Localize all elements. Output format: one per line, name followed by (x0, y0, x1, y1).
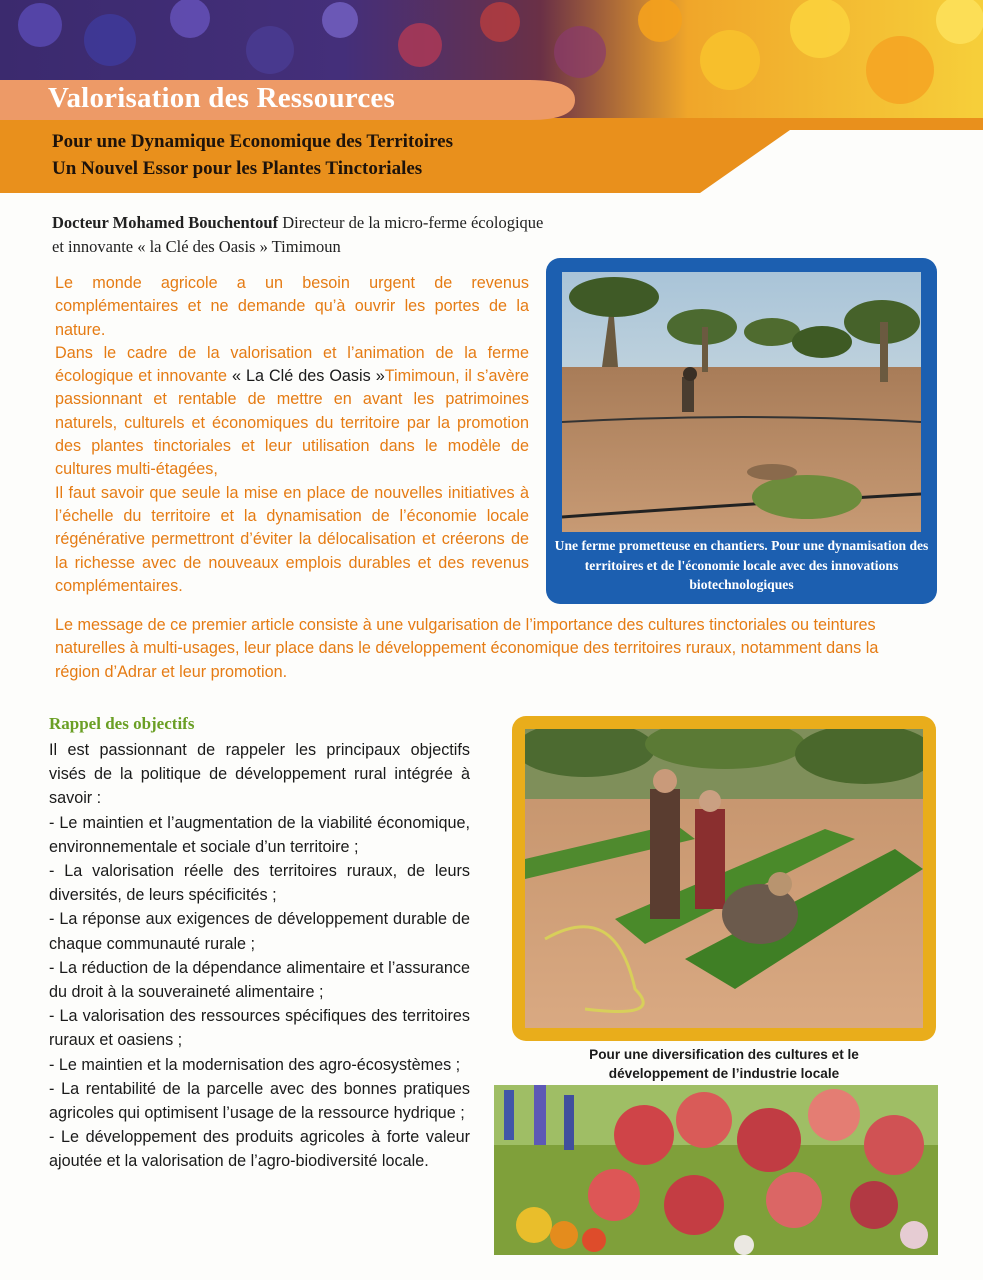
objectives-list (49, 738, 470, 1174)
intro-text (55, 272, 529, 598)
objectives-intro: Il est passionnant de rappeler les principaux objectifs visés de la politique de développement rural intégrée à savoir : (49, 741, 470, 808)
intro-paragraph-3: Il faut savoir que seule la mise en place de nouvelles initiatives à l’échelle du territoire et la dynamisation de l’économie locale régénérative permettront d’éviter la délocalisation et créerons de la richesse avec de nouveaux emplois durables et des revenus complémentaires. (55, 483, 529, 595)
objective-item: - Le maintien et l’augmentation de la viabilité économique, environnementale et sociale d’un territoire ; (49, 813, 470, 856)
field-photo-caption-line1: Pour une diversification des cultures et le (589, 1047, 859, 1062)
section-title: Valorisation des Ressources (48, 82, 395, 114)
intro-paragraph-2-start: Dans le cadre de la valorisation et l’animation de la ferme écologique et innovante (55, 343, 529, 386)
field-photo-frame (512, 716, 936, 1041)
objective-item: - La rentabilité de la parcelle avec des bonnes pratiques agricoles qui optimisent l’usage de la ressource hydrique ; (49, 1079, 470, 1123)
field-photo (525, 729, 923, 1028)
objective-item: - La réduction de la dépendance alimentaire et l’assurance du droit à la souveraineté alimentaire ; (49, 958, 470, 1002)
farm-name: « La Clé des Oasis » (231, 367, 385, 386)
field-photo-caption (512, 1045, 936, 1083)
farm-photo-caption: Une ferme prometteuse en chantiers. Pour une dynamisation des territoires et de l'économie locale avec des innovations biotechnologiques (554, 538, 929, 592)
article-message: Le message de ce premier article consiste à une vulgarisation de l’importance des cultures tinctoriales ou teintures naturelles à multi-usages, leur place dans le développement économique des territoires ruraux, notamment dans la région d’Adrar et leur promotion. (55, 616, 879, 681)
objective-item: - Le maintien et la modernisation des agro-écosystèmes ; (49, 1055, 461, 1074)
objective-item: - La valorisation réelle des territoires ruraux, de leurs diversités, de leurs spécificités ; (49, 862, 470, 905)
author-name: Docteur Mohamed Bouchentouf (52, 213, 279, 232)
objective-item: - Le développement des produits agricoles à forte valeur ajoutée et la valorisation de l’agro-biodiversité locale. (49, 1128, 470, 1171)
article-subtitle-line1: Pour une Dynamique Economique des Territoires (52, 131, 453, 152)
objectives-heading: Rappel des objectifs (49, 714, 195, 733)
author-byline (52, 211, 692, 259)
article-subtitle-line2: Un Nouvel Essor pour les Plantes Tinctoriales (52, 158, 423, 179)
author-role-line1: Directeur de la micro-ferme écologique (278, 213, 544, 232)
flowers-painting (494, 1085, 938, 1255)
farm-photo (562, 272, 921, 532)
objective-item: - La réponse aux exigences de développement durable de chaque communauté rurale ; (49, 910, 470, 953)
intro-paragraph-2-end: Timimoun, il s’avère passionnant et rentable de mettre en avant les patrimoines naturels, culturels et économiques du territoire par la promotion des plantes tinctoriales et leur utilisation dans le modèle de cultures multi-étagées, (55, 367, 530, 479)
objective-item: - La valorisation des ressources spécifiques des territoires ruraux et oasiens ; (49, 1007, 470, 1050)
intro-paragraph-1: Le monde agricole a un besoin urgent de revenus complémentaires et ne demande qu’à ouvrir les portes de la nature. (55, 274, 529, 339)
author-role-line2: et innovante « la Clé des Oasis » Timimoun (52, 237, 341, 256)
field-photo-caption-line2: développement de l’industrie locale (608, 1066, 840, 1081)
intro-paragraph-2 (55, 342, 529, 482)
